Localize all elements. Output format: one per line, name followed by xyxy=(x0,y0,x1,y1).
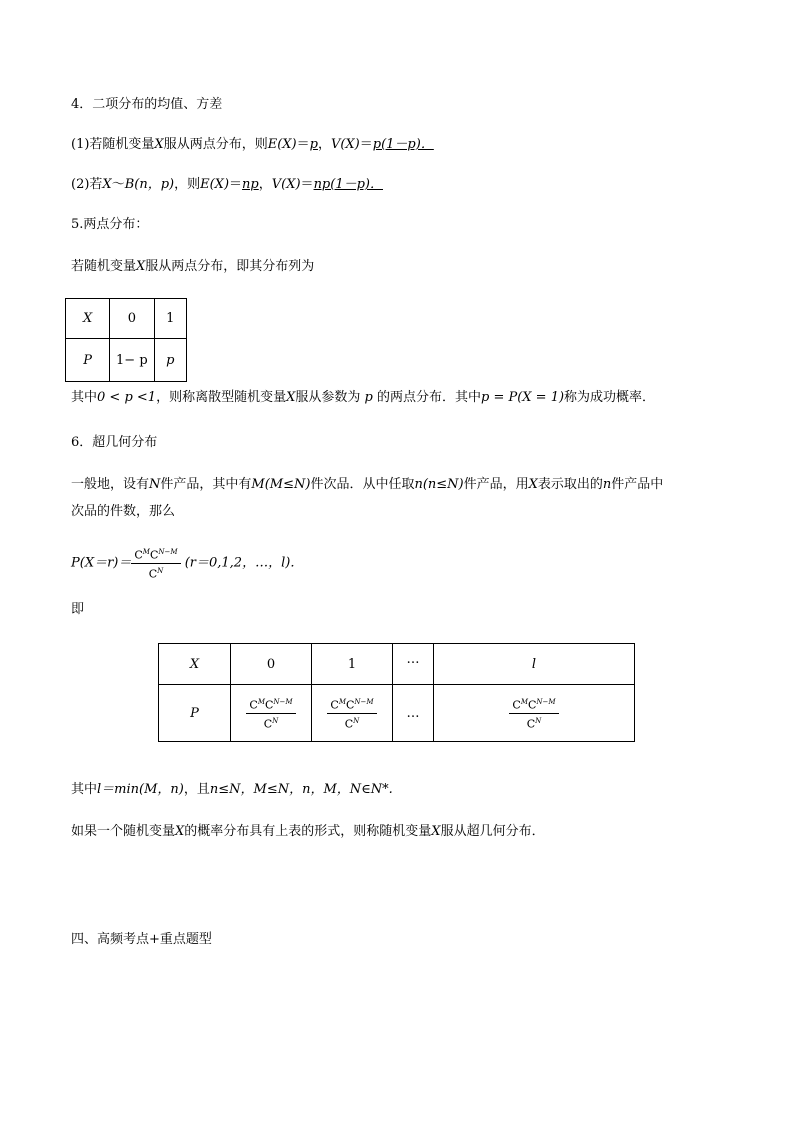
fraction-numerator: $C^MC^{N-M}$ xyxy=(131,546,180,564)
var-n: n(n≤N) xyxy=(414,477,464,492)
two-point-table xyxy=(65,298,187,382)
fraction: $\frac{C^MC^{N-M}}{C^N}$ xyxy=(509,696,558,730)
text: (2)若 xyxy=(71,177,103,192)
expectation-value: np xyxy=(242,177,259,192)
section-4-title: 4．二项分布的均值、方差 xyxy=(71,97,223,112)
text: 的概率分布具有上表的形式，则称随机变量 xyxy=(184,824,432,839)
cell-1: 1 xyxy=(154,299,186,339)
cell-1: 1 xyxy=(312,644,393,685)
s4-line-2 xyxy=(71,176,383,194)
hypergeometric-table xyxy=(158,643,635,742)
s6-para-line-2: 次品的件数，那么 xyxy=(71,504,176,519)
cell-header-p: P xyxy=(159,685,231,742)
formula-lhs: P(X＝r)＝ xyxy=(71,555,132,571)
cell-ellipsis: … xyxy=(393,685,434,742)
cell-header-x: X xyxy=(159,644,231,685)
param-p: p xyxy=(364,390,373,405)
text: 表示取出的 xyxy=(537,477,603,492)
var-x: X xyxy=(528,477,538,492)
text: ＝ xyxy=(229,177,243,192)
cell-header-x: X xyxy=(66,299,110,339)
variance-value: np(1－p)． xyxy=(313,177,383,192)
text: 服从参数为 xyxy=(295,390,361,405)
s4-line-1 xyxy=(71,136,434,154)
fraction: $\frac{C^MC^{N-M}}{C^N}$ xyxy=(246,696,295,730)
text: ，且 xyxy=(183,782,210,797)
text: ＝ xyxy=(296,137,310,152)
text: 其中 xyxy=(71,390,98,405)
var-x: X xyxy=(431,824,441,839)
section-4-heading: 四、高频考点+重点题型 xyxy=(71,932,212,947)
cell-l: l xyxy=(434,644,635,685)
text: ＝ xyxy=(359,137,373,152)
variance: V(X) xyxy=(271,177,301,192)
variance: V(X) xyxy=(330,137,360,152)
var-x: X xyxy=(175,824,185,839)
s5-note xyxy=(71,389,655,407)
s6-para-line-1 xyxy=(71,476,663,494)
var-n: n xyxy=(602,477,612,492)
s6-note-2 xyxy=(71,823,545,841)
s5-intro xyxy=(71,258,314,276)
text: 服从超几何分布． xyxy=(440,824,545,839)
text: ＝ xyxy=(300,177,314,192)
s6-note-1 xyxy=(71,781,393,799)
cell-p: p xyxy=(154,339,186,382)
text: 件产品中 xyxy=(611,477,664,492)
cell-1-minus-p: 1− p xyxy=(110,339,154,382)
text: ， xyxy=(258,177,272,192)
cell-frac xyxy=(312,685,393,742)
success-formula: p = P(X = 1) xyxy=(480,390,565,405)
text: 件产品，其中有 xyxy=(160,477,252,492)
ji-text: 即 xyxy=(71,602,85,617)
var-n-total: N xyxy=(149,477,161,492)
text: ～ xyxy=(111,177,125,192)
condition: 0 < p <1 xyxy=(97,390,157,405)
text: 的两点分布．其中 xyxy=(376,390,481,405)
cell-0: 0 xyxy=(231,644,312,685)
text: 若随机变量 xyxy=(71,259,137,274)
expectation-value: p xyxy=(309,137,318,152)
hypergeometric-formula xyxy=(71,546,303,580)
section-6-title: 6．超几何分布 xyxy=(71,435,158,450)
text: 其中 xyxy=(71,782,98,797)
text: 称为成功概率． xyxy=(564,390,656,405)
var-x: X xyxy=(286,390,296,405)
text: 件次品．从中任取 xyxy=(310,477,415,492)
variance-value: p(1－p)． xyxy=(372,137,434,152)
text: 服从两点分布，则 xyxy=(163,137,268,152)
text: 一般地，设有 xyxy=(71,477,150,492)
text: ，则 xyxy=(174,177,201,192)
binomial: B(n，p) xyxy=(124,177,175,192)
formula-range: (r＝0,1,2，…，l)． xyxy=(184,555,304,571)
var-m: M(M≤N) xyxy=(251,477,311,492)
expectation: E(X) xyxy=(200,177,230,192)
text: 件产品，用 xyxy=(463,477,529,492)
l-definition: l＝min(M，n) xyxy=(97,782,184,797)
constraints: n≤N，M≤N，n，M，N∈N*. xyxy=(209,782,393,797)
text: ， xyxy=(317,137,331,152)
var-x: X xyxy=(154,137,164,152)
fraction: $\frac{C^MC^{N-M}}{C^N}$ xyxy=(327,696,376,730)
var-x: X xyxy=(102,177,112,192)
fraction-denominator: $C^N$ xyxy=(148,566,164,581)
cell-0: 0 xyxy=(110,299,154,339)
text: 如果一个随机变量 xyxy=(71,824,176,839)
formula-fraction xyxy=(131,546,180,580)
cell-frac xyxy=(231,685,312,742)
text: ，则称离散型随机变量 xyxy=(156,390,287,405)
section-5-title: 5.两点分布： xyxy=(71,217,149,232)
text: 服从两点分布，即其分布列为 xyxy=(145,259,315,274)
expectation: E(X) xyxy=(267,137,297,152)
cell-ellipsis: … xyxy=(393,644,434,685)
var-x: X xyxy=(136,259,146,274)
text: (1)若随机变量 xyxy=(71,137,155,152)
cell-header-p: P xyxy=(66,339,110,382)
cell-frac xyxy=(434,685,635,742)
